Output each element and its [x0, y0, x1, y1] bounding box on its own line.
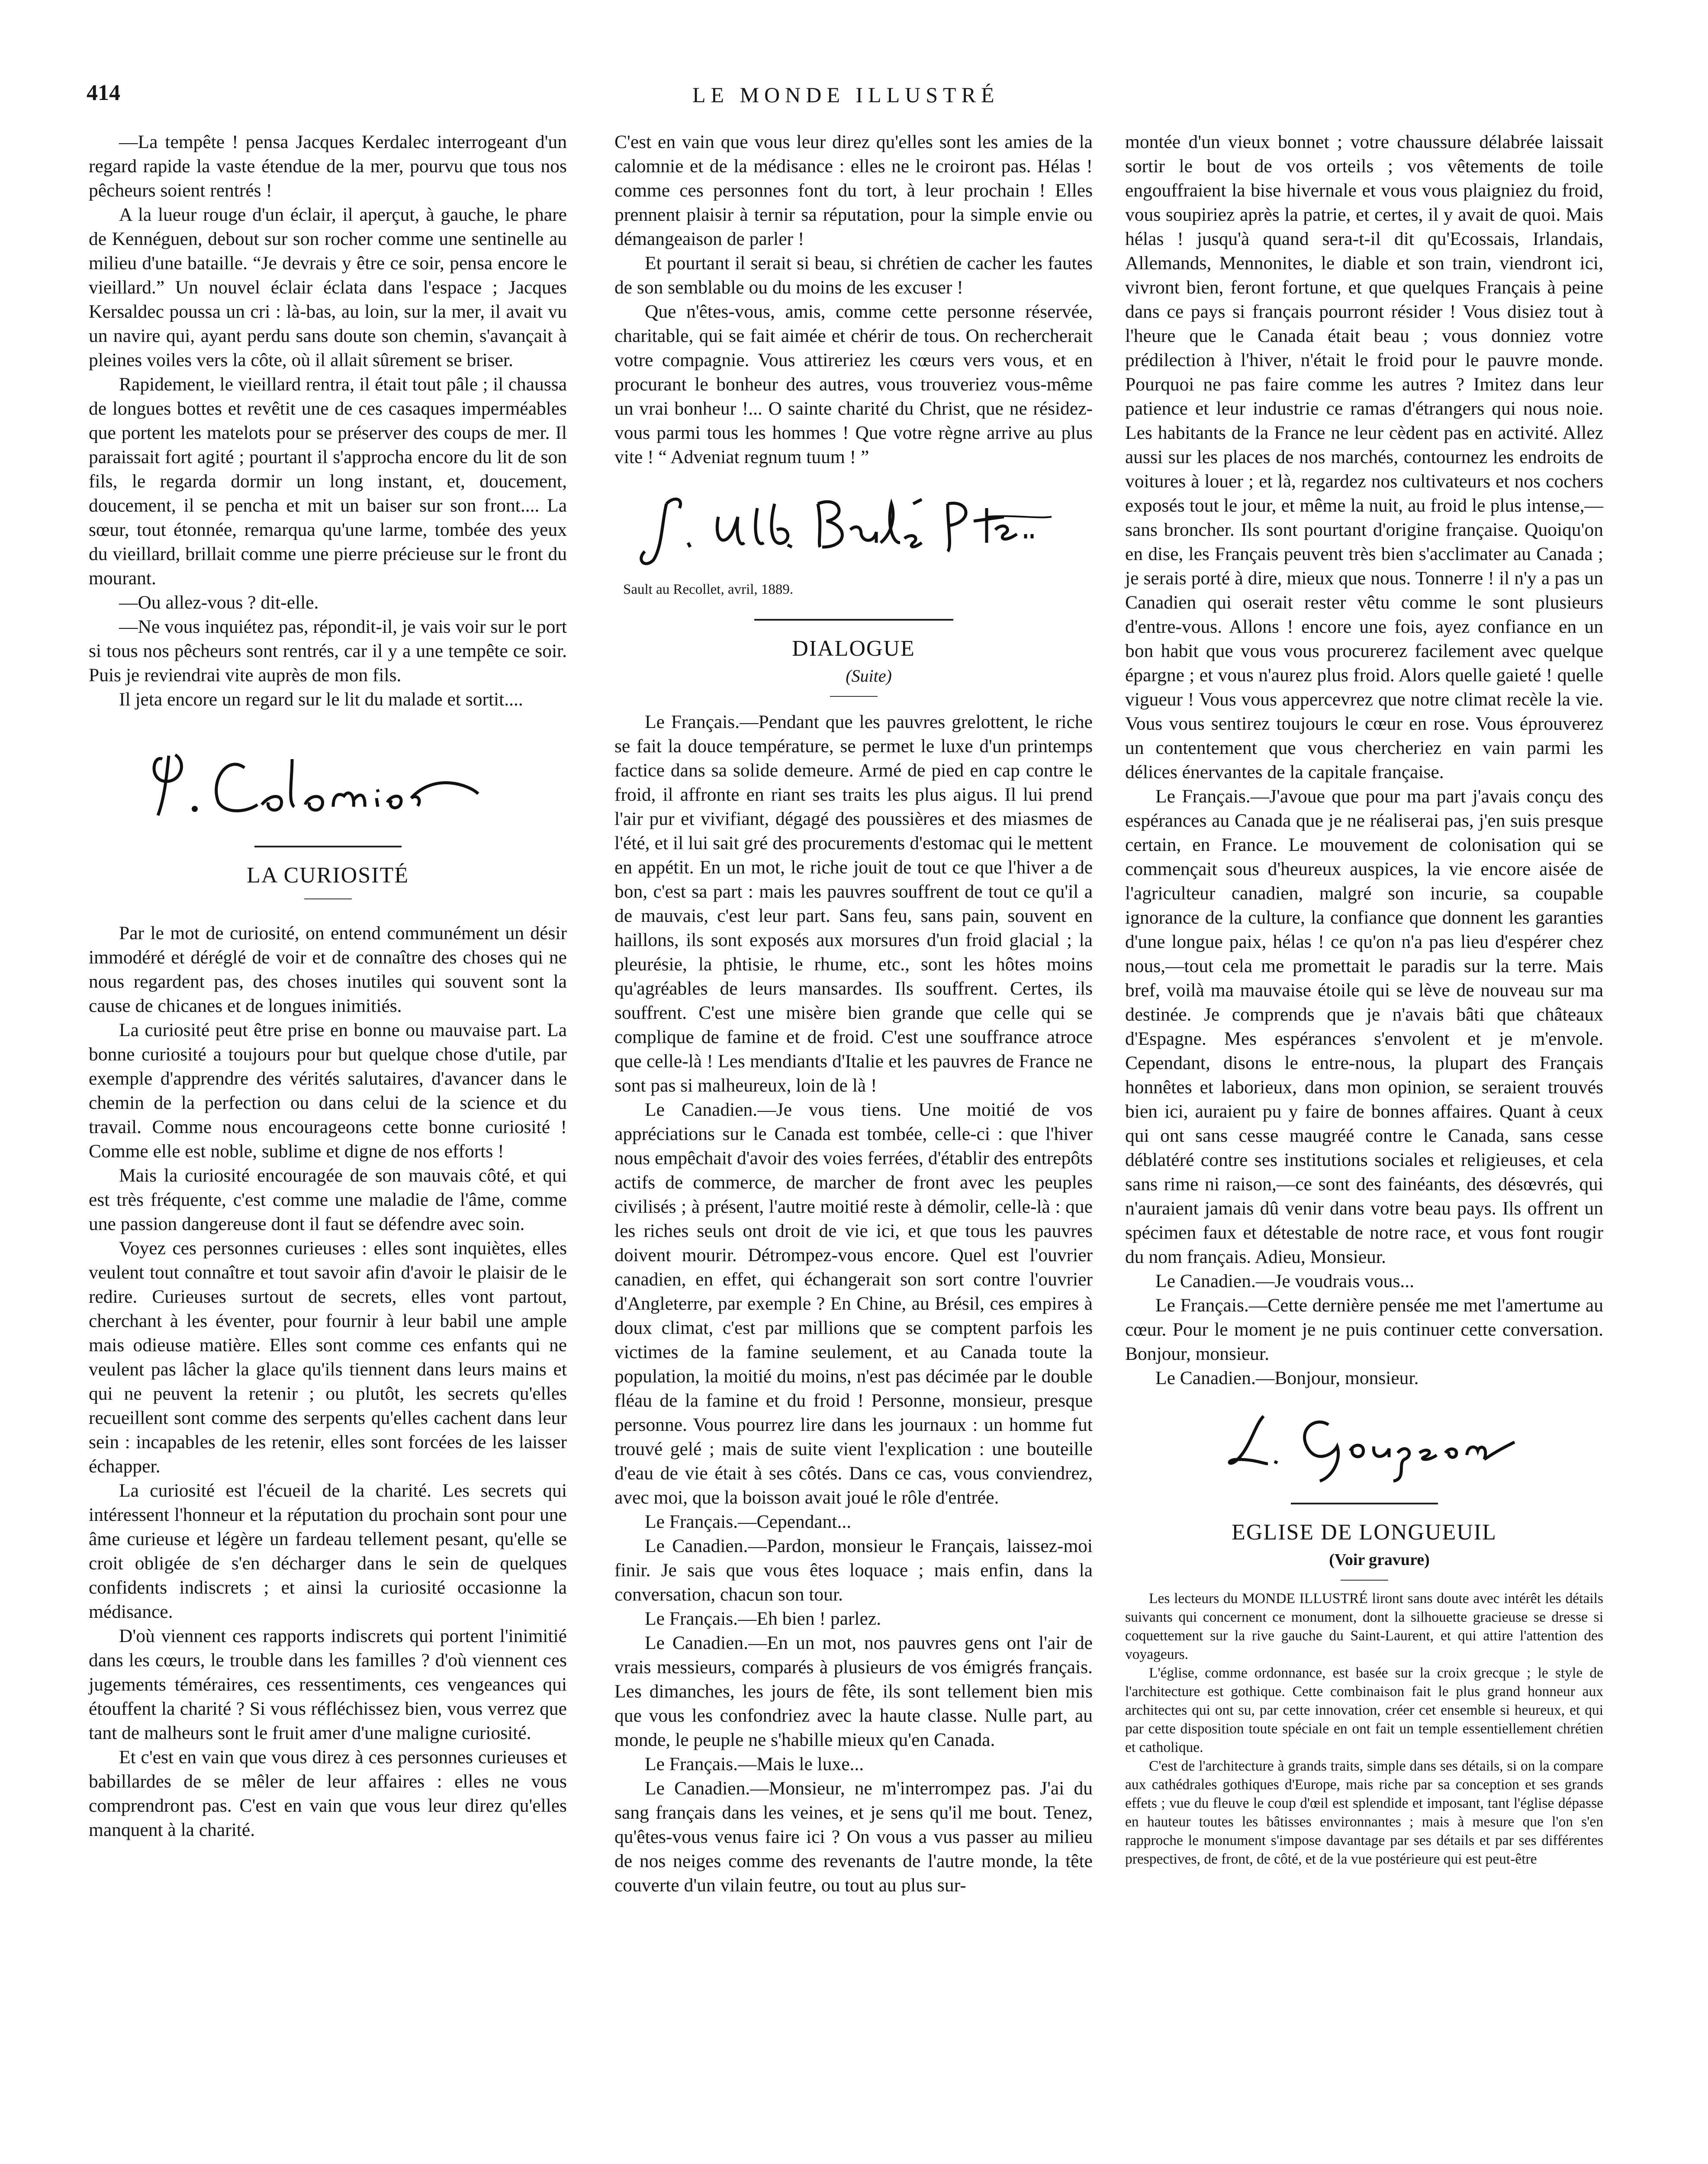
article-body-curiosite	[89, 921, 567, 1842]
title-rule	[830, 696, 878, 697]
paragraph: montée d'un vieux bonnet ; votre chaussure délabrée laissait sortir le bout de vos orteils ; vos vêtements de toile engouffraient la bise hivernale et vous vous plaigniez du froid, vous soupiriez après la patrie, et certes, il y avait de quoi. Mais hélas ! jusqu'à quand sera-t-il dit qu'Ecossais, Irlandais, Allemands, Mennonites, le diable et son train, viendront ici, vivront bien, feront fortune, et que quelques Français à peine dans ce pays si français pourront résider ! Vous disiez tout à l'heure que le Canada était beau ; vous donniez votre prédilection à l'hiver, n'était le froid pour le pauvre monde. Pourquoi ne pas faire comme les autres ? Imitez dans leur patience et leur industrie ce ramas d'étrangers qui nous noie. Les habitants de la France ne leur cèdent pas en activité. Allez aussi sur les places de nos marchés, contournez les endroits de voitures à louer ; et là, regardez nos cultivateurs et nos cochers exposés tout le jour, et même la nuit, au froid le plus intense,—sans broncher. Ils sont pourtant d'origine française. Quoiqu'on en dise, les Français peuvent très bien s'acclimater au Canada ; je serais porté à dire, mieux que nous. Tonnerre ! il n'y a pas un Canadien qui oserait rester vêtu comme le sont plusieurs d'entre-vous. Allons ! encore une fois, ayez confiance en un bon habit que vous vous procurerez facilement avec quelque épargne ; et vous n'aurez plus froid. Alors quelle gaieté ! quelle vigueur ! Vous vous appercevrez que notre climat recèle la vie. Vous vous sentirez toujours le cœur en rose. Vous éprouverez un contentement que vous chercheriez en vain parmi les délices énervantes de la capitale française.	[1125, 132, 1603, 783]
paragraph: La curiosité peut être prise en bonne ou mauvaise part. La bonne curiosité a toujours pour but quelque chose d'utile, par exemple d'apprendre des vérités salutaires, d'avancer dans le chemin de la perfection ou dans celui de la science et du travail. Comme nous encourageons cette bonne curiosité ! Comme elle est noble, sublime et digne de nos efforts !	[89, 1020, 567, 1162]
signature-gougeon	[1125, 1399, 1603, 1485]
paragraph: Voyez ces personnes curieuses : elles sont inquiètes, elles veulent tout connaître et tout savoir afin d'avoir le plaisir de le redire. Curieuses surtout de secrets, elles vont partout, cherchant à les éventer, pour fournir à leur babil une ample mais odieuse matière. Elles sont comme ces enfants qui ne veulent pas lâcher la glace qu'ils tiennent dans leurs mains et qui ne peuvent la retenir ; ou plutôt, les secrets qu'elles recueillent sont comme des serpents qu'elles cachent dans leur sein : incapables de les retenir, elles sont forcées de les laisser échapper.	[89, 1238, 567, 1477]
paragraph: La curiosité est l'écueil de la charité. Les secrets qui intéressent l'honneur et la réputation du prochain sont pour une âme curieuse et légère un fardeau tellement pesant, qu'elle se croit obligée de s'en décharger dans le sein de quelques confidents indiscrets ; et ainsi la curiosité occasionne la médisance.	[89, 1480, 567, 1622]
paragraph: C'est en vain que vous leur direz qu'elles sont les amies de la calomnie et de la médisance : elles ne le croiront pas. Hélas ! comme ces personnes font du tort, à leur prochain ! Elles prennent plaisir à ternir sa réputation, pour la simple envie ou démangeaison de parler !	[614, 132, 1093, 249]
article-body-dialogue	[614, 710, 1093, 1897]
article-body-eglise	[1125, 1589, 1603, 1868]
paragraph: Et pourtant il serait si beau, si chrétien de cacher les fautes de son semblable ou du moins de les excuser !	[614, 253, 1093, 298]
paragraph: Le Français.—Cependant...	[645, 1511, 852, 1532]
section-divider	[754, 619, 953, 621]
section-divider	[1291, 1503, 1438, 1504]
paragraph: Le Canadien.—Je voudrais vous...	[1155, 1271, 1414, 1291]
dateline: Sault au Recollet, avril, 1889.	[623, 582, 794, 597]
dialogue-continued	[1125, 130, 1603, 1390]
title-rule	[304, 898, 352, 899]
paragraph: Les lecteurs du MONDE ILLUSTRÉ liront sans doute avec intérêt les détails suivants qui concernent ce monument, dont la silhouette gracieuse se dresse si coquettement sur la rive gauche du Saint-Laurent, et qui attire l'attention des voyageurs.	[1125, 1591, 1603, 1662]
paragraph: —Ou allez-vous ? dit-elle.	[119, 592, 319, 613]
column-middle	[614, 130, 1093, 1897]
paragraph: Le Français.—Mais le luxe...	[645, 1754, 864, 1774]
article-title-eglise: EGLISE DE LONGUEUIL	[1232, 1520, 1497, 1545]
handwritten-signature-icon	[1125, 1399, 1603, 1485]
paragraph: Mais la curiosité encouragée de son mauvais côté, et qui est très fréquente, c'est comme une maladie de l'âme, comme une passion dangereuse dont il faut se défendre avec soin.	[89, 1165, 567, 1234]
curiosite-continued	[614, 130, 1093, 469]
handwritten-signature-icon	[89, 729, 567, 828]
title-rule	[1341, 1580, 1388, 1581]
paragraph: L'église, comme ordonnance, est basée sur la croix grecque ; le style de l'architecture est gothique. Cette combinaison fait le plus grand honneur aux architectes qui ont su, par cette innovation, créer cet ensemble si heureux, et qui par cette disposition toute spéciale en ont fait un temple essentiellement chrétien et catholique.	[1125, 1665, 1603, 1755]
signature-colomnier	[89, 729, 567, 828]
paragraph: Le Canadien.—Monsieur, ne m'interrompez pas. J'ai du sang français dans les veines, et je sens qu'il me bout. Tenez, qu'êtes-vous venus faire ici ? On vous a vus passer au milieu de nos neiges comme des revenants de l'autre monde, la tête couverte d'un vilain feutre, ou tout au plus sur-	[614, 1778, 1093, 1896]
column-left	[89, 130, 567, 1842]
paragraph: D'où viennent ces rapports indiscrets qui portent l'inimitié dans les cœurs, le trouble dans les familles ? d'où viennent ces jugements téméraires, ces ressentiments, ces vengeances qui étouffent la charité ? Si vous réfléchissez bien, vous verrez que tant de malheurs sont le fruit amer d'une maligne curiosité.	[89, 1626, 567, 1743]
paragraph: Que n'êtes-vous, amis, comme cette personne réservée, charitable, qui se fait aimée et chérir de tous. On rechercherait votre compagnie. Vous attireriez les cœurs vers vous, et en procurant le bonheur des autres, vous trouveriez vous-même un vrai bonheur !... O sainte charité du Christ, que ne résidez-vous parmi tous les hommes ! Que votre règne arrive au plus vite ! “ Adveniat regnum tuum ! ”	[614, 301, 1093, 467]
paragraph: Le Canadien.—Bonjour, monsieur.	[1155, 1368, 1419, 1388]
paragraph: Le Français.—J'avoue que pour ma part j'avais conçu des espérances au Canada que je ne réaliserai pas, j'en suis presque certain, en France. Le mouvement de colonisation qui se commençait sous d'heureux auspices, la vie encore aisée de l'agriculteur canadien, malgré son incurie, sa coupable ignorance de la culture, la confiance que donnent les garanties d'une longue paix, hélas ! ce qu'on n'a pas lieu d'espérer chez nous,—tout cela me promettait le paradis sur la terre. Mais bref, voilà ma mauvaise étoile qui se lève de nouveau sur ma destinée. Je comprends que je n'avais bâti que châteaux d'Espagne. Mes espérances s'envolent et je m'envole. Cependant, disons le entre-nous, la plupart des Français honnêtes et laborieux, dans mon opinion, se seraient trouvés bien ici, auraient pu y faire de bonnes affaires. Quant à ceux qui ont sans cesse maugréé contre le Canada, sans cesse déblatéré contre ses institutions sociales et religieuses, et cela sans rime ni raison,—ce sont des fainéants, des désœvrés, qui n'auraient jamais dû venir dans votre beau pays. Ils offrent un spécimen faux et détestable de notre race, et vous font rougir du nom français. Adieu, Monsieur.	[1125, 786, 1603, 1267]
paragraph: Le Français.—Pendant que les pauvres grelottent, le riche se fait la douce température, se permet le luxe d'un printemps factice dans sa solide demeure. Armé de pied en cap contre le froid, il affronte en riant ses traits les plus aigus. Il lui prend l'air pur et vivifiant, dégagé des poussières et des miasmes de l'été, et il lui sait gré des procurements d'estomac qui le mettent en appétit. En un mot, le riche jouit de tout ce que l'hiver a de bon, c'est sa part : mais les pauvres souffrent de tout ce qu'il a de mauvais, c'est leur part. Sans feu, sans pain, souvent en haillons, ils sont exposés aux morsures d'un froid glacial ; la pleurésie, la phtisie, le rhume, etc., sont les hôtes moins qu'agréables de leurs mansardes. Ils souffrent. Certes, ils souffrent. C'est une misère bien grande que celle qui se complique de famine et de froid. C'est une souffrance atroce que celle-là ! Les mendiants d'Italie et les pauvres de France ne sont pas si malheureux, loin de là !	[614, 712, 1093, 1096]
column-right	[1125, 130, 1603, 1868]
paragraph: Il jeta encore un regard sur le lit du malade et sortit....	[119, 689, 523, 710]
running-head: LE MONDE ILLUSTRÉ	[692, 83, 1000, 107]
section-divider	[254, 846, 402, 847]
paragraph: A la lueur rouge d'un éclair, il aperçut, à gauche, le phare de Kennéguen, debout sur son rocher comme une sentinelle au milieu d'une bataille. “Je devrais y être ce soir, pensa encore le vieillard.” Un nouvel éclair éclata dans l'espace ; Jacques Kersaldec poussa un cri : là-bas, au loin, sur la mer, il avait vu un navire qui, ayant perdu sans doute son chemin, s'avançait à pleines voiles vers la côte, où il allait sûrement se briser.	[89, 204, 567, 370]
article-subtitle: (Voir gravure)	[1329, 1551, 1430, 1569]
article-subtitle: (Suite)	[846, 666, 892, 686]
paragraph: C'est de l'architecture à grands traits, simple dans ses détails, si on la compare aux cathédrales gothiques d'Europe, mais riche par sa conception et ses grands effets ; vue du fleuve le coup d'œil est splendide et imposant, tant l'église dépasse en hauteur toutes les bâtisses environnantes ; mais à mesure que l'on s'en rapproche le monument s'impose davantage par ses détails et par ses différentes prespectives, de front, de côté, et de la vue postérieure qui est peut-être	[1125, 1758, 1603, 1867]
paragraph: Le Français.—Cette dernière pensée me met l'amertume au cœur. Pour le moment je ne puis continuer cette conversation. Bonjour, monsieur.	[1125, 1295, 1603, 1364]
handwritten-signature-icon	[614, 478, 1093, 573]
paragraph: —La tempête ! pensa Jacques Kerdalec interrogeant d'un regard rapide la vaste étendue de la mer, pourvu que tous nos pêcheurs soient rentrés !	[89, 132, 567, 201]
paragraph: Par le mot de curiosité, on entend communément un désir immodéré et déréglé de voir et de connaître des choses qui ne nous regardent pas, des choses inutiles qui souvent sont la cause de chicanes et de longues inimitiés.	[89, 923, 567, 1016]
signature-brule	[614, 478, 1093, 573]
paragraph: —Ne vous inquiétez pas, répondit-il, je vais voir sur le port si tous nos pêcheurs sont rentrés, car il y a une tempête ce soir. Puis je reviendrai vite auprès de mon fils.	[89, 616, 567, 686]
paragraph: Le Français.—Eh bien ! parlez.	[645, 1608, 881, 1629]
paragraph: Le Canadien.—Je vous tiens. Une moitié de vos appréciations sur le Canada est tombée, celle-ci : que l'hiver nous empêchait d'avoir des voies ferrées, d'établir des entrepôts actifs de commerce, de marcher de front avec les peuples civilisés ; à présent, l'autre moitié reste à démolir, celle-là : que les riches seuls ont droit de vie ici, et que tous les pauvres doivent mourir. Détrompez-vous encore. Quel est l'ouvrier canadien, en effet, qui échangerait son sort contre l'ouvrier d'Angleterre, par exemple ? En Chine, au Brésil, ces empires à doux climat, c'est par millions que se comptent parfois les victimes de la famine seulement, et au Canada toute la population, la moitié du moins, n'est pas décimée par le double fléau de la famine et du froid ! Personne, monsieur, presque personne. Vous pourrez lire dans les journaux : un homme fut trouvé gelé ; mais de suite vient l'explication : une bouteille d'eau de vie était à ses côtés. Dans ce cas, vous conviendrez, avec moi, que la boisson avait joué le rôle d'entrée.	[614, 1099, 1093, 1508]
page-number: 414	[87, 81, 120, 105]
story-conclusion	[89, 130, 567, 712]
article-title-dialogue: DIALOGUE	[792, 636, 915, 661]
article-title-curiosite: LA CURIOSITÉ	[247, 863, 409, 888]
paragraph: Et c'est en vain que vous direz à ces personnes curieuses et babillardes de se mêler de leur affaires : elles ne vous comprendront pas. C'est en vain que vous leur direz qu'elles manquent à la charité.	[89, 1747, 567, 1840]
paragraph: Le Canadien.—Pardon, monsieur le Français, laissez-moi finir. Je sais que vous êtes loquace ; mais enfin, dans la conversation, chacun son tour.	[614, 1536, 1093, 1605]
paragraph: Le Canadien.—En un mot, nos pauvres gens ont l'air de vrais messieurs, comparés à plusieurs de vos émigrés français. Les dimanches, les jours de fête, ils sont tellement bien mis que vous les confondriez avec la haute classe. Nulle part, au monde, le peuple ne s'habille mieux qu'en Canada.	[614, 1633, 1093, 1750]
paragraph: Rapidement, le vieillard rentra, il était tout pâle ; il chaussa de longues bottes et revêtit une de ces casaques imperméables que portent les matelots pour se préserver des coups de mer. Il paraissait fort agité ; pourtant il s'approcha encore du lit de son fils, le regarda dormir un long instant, et, doucement, doucement, il se pencha et mit un baiser sur son front.... La sœur, tout étonnée, remarqua qu'une larme, tombée des yeux du vieillard, brillait comme une pierre précieuse sur le front du mourant.	[89, 374, 567, 589]
